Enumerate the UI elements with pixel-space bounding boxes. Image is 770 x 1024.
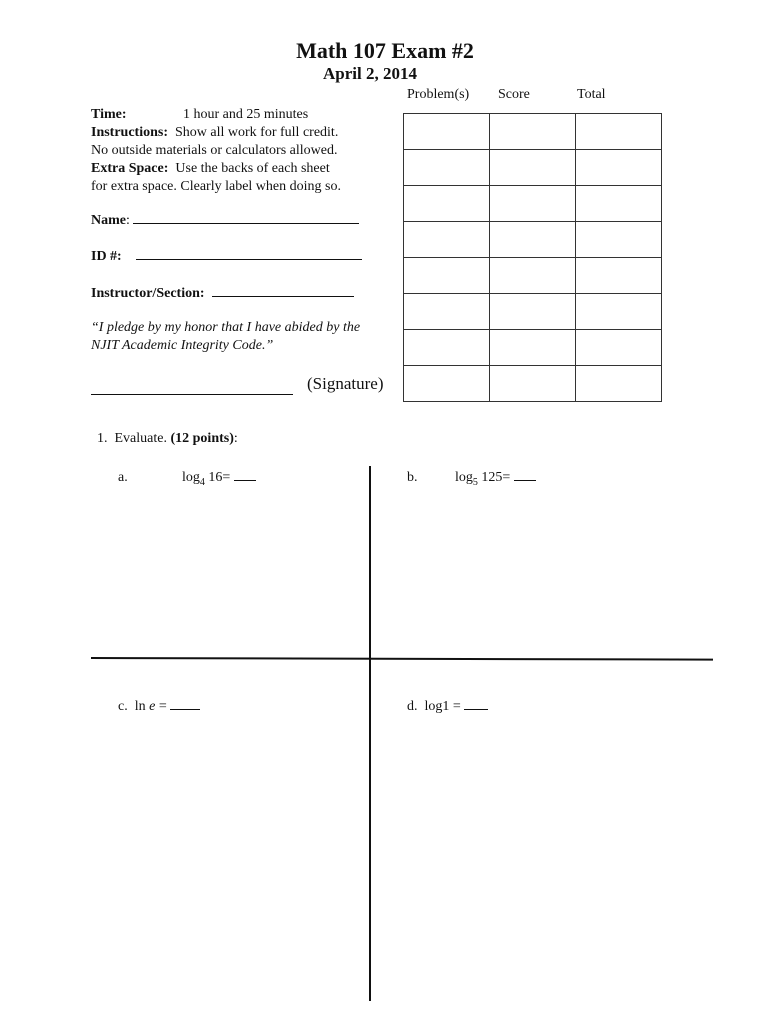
question-prompt: Evaluate. [114,431,167,446]
total-cell[interactable] [576,150,662,186]
extra-space-line2: for extra space. Clearly label when doing so. [91,179,341,194]
part-d-eq: = [452,699,461,714]
part-c-label: c. [118,699,128,714]
part-d-label: d. [407,699,418,714]
part-c-eq: = [158,699,167,714]
total-cell[interactable] [576,294,662,330]
exam-title: Math 107 Exam #2 [296,38,474,63]
time-value: 1 hour and 25 minutes [183,107,309,122]
part-b [407,470,536,488]
extra-space-value: Use the backs of each sheet [175,161,330,176]
problem-cell[interactable] [404,258,490,294]
score-cell[interactable] [490,150,576,186]
part-d-func: log [424,699,443,714]
name-label: Name [91,213,126,228]
score-table-row [404,258,662,294]
part-d [407,699,488,715]
exam-info [91,106,341,196]
score-table-row [404,330,662,366]
problem-cell[interactable] [404,294,490,330]
header-total: Total [577,87,606,102]
name-field[interactable] [91,211,359,229]
horizontal-divider [91,657,713,660]
part-d-arg: 1 [442,699,450,714]
vertical-divider [369,466,371,1001]
score-cell[interactable] [490,222,576,258]
score-table-row [404,366,662,402]
name-input-line[interactable] [133,211,359,224]
problem-cell[interactable] [404,186,490,222]
instructions-line2: No outside materials or calculators allowed. [91,143,338,158]
score-table-row [404,114,662,150]
question-1 [97,431,238,447]
exam-date: April 2, 2014 [323,64,417,83]
score-cell[interactable] [490,366,576,402]
instructor-field[interactable] [91,284,354,302]
question-number: 1. [97,431,108,446]
problem-cell[interactable] [404,114,490,150]
part-a-func: log [182,470,200,485]
total-cell[interactable] [576,258,662,294]
part-c-arg: e [149,699,156,714]
part-b-answer-blank[interactable] [514,470,536,481]
header-score: Score [498,87,530,102]
time-label: Time: [91,107,127,122]
part-a-answer-blank[interactable] [234,470,256,481]
problem-cell[interactable] [404,222,490,258]
score-table-row [404,294,662,330]
score-cell[interactable] [490,186,576,222]
total-cell[interactable] [576,114,662,150]
question-colon: : [233,431,238,446]
score-table-row [404,222,662,258]
part-a-arg: 16 [208,470,223,485]
problem-cell[interactable] [404,150,490,186]
problem-cell[interactable] [404,330,490,366]
total-cell[interactable] [576,330,662,366]
instructions-label: Instructions: [91,125,169,140]
problem-cell[interactable] [404,366,490,402]
honor-pledge [91,319,360,355]
score-table-row [404,186,662,222]
part-c-func: ln [134,699,146,714]
header-problems: Problem(s) [407,87,470,102]
total-cell[interactable] [576,222,662,258]
total-cell[interactable] [576,186,662,222]
pledge-line-1: “I pledge by my honor that I have abided by the [91,320,361,335]
score-cell[interactable] [490,258,576,294]
score-cell[interactable] [490,114,576,150]
part-b-func: log [455,470,473,485]
name-colon: : [126,213,130,228]
part-b-label: b. [407,470,418,485]
part-a-base: 4 [199,476,205,488]
part-b-eq: = [502,470,511,485]
part-d-answer-blank[interactable] [464,699,488,710]
instructions-value: Show all work for full credit. [175,125,339,140]
part-a [118,470,256,488]
part-a-label: a. [118,470,128,485]
id-input-line[interactable] [136,247,362,260]
part-c-answer-blank[interactable] [170,699,200,710]
signature-label: (Signature) [307,374,384,393]
part-b-base: 5 [472,476,478,488]
instructor-label: Instructor/Section: [91,286,205,301]
id-field[interactable] [91,247,362,265]
part-c [118,699,200,715]
score-cell[interactable] [490,330,576,366]
total-cell[interactable] [576,366,662,402]
score-cell[interactable] [490,294,576,330]
signature-line[interactable] [91,394,293,395]
instructor-input-line[interactable] [212,284,354,297]
id-label: ID #: [91,249,122,264]
part-a-eq: = [222,470,231,485]
pledge-line-2: NJIT Academic Integrity Code.” [91,338,274,353]
extra-space-label: Extra Space: [91,161,169,176]
score-table [403,113,662,402]
score-table-row [404,150,662,186]
question-points: (12 points) [170,431,234,446]
part-b-arg: 125 [481,470,503,485]
